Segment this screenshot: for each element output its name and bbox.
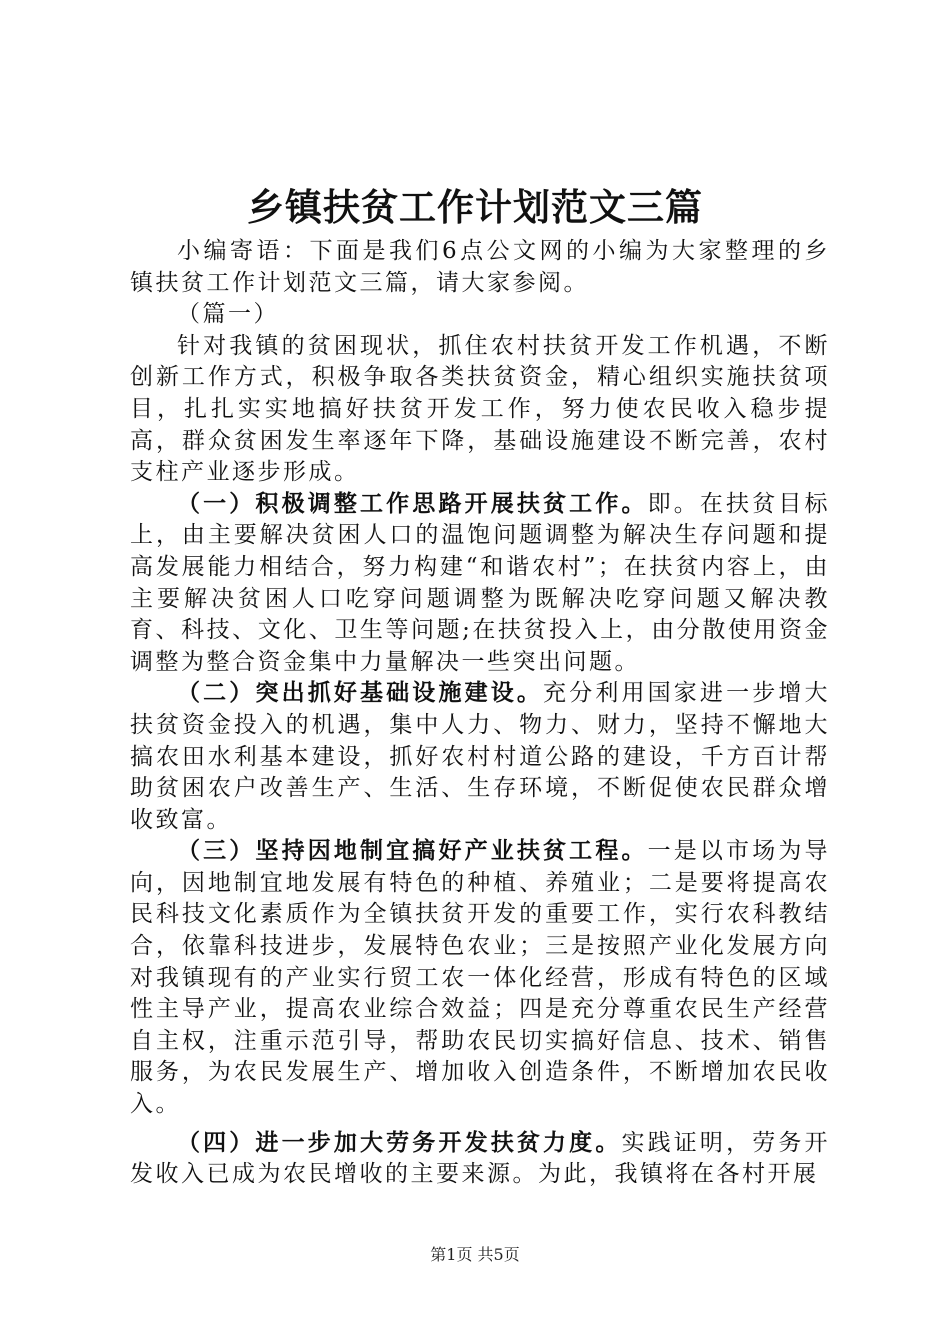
point-2-heading: （二）突出抓好基础设施建设。 (177, 680, 544, 707)
section-label: （篇一） (177, 301, 279, 328)
document-title: 乡镇扶贫工作计划范文三篇 (247, 186, 703, 229)
point-2-paragraph (130, 678, 830, 836)
point-1-text: 即。在扶贫目标上，由主要解决贫困人口的温饱问题调整为解决生存问题和提高发展能力相结合，努力构建“和谐农村”；在扶贫内容上，由主要解决贫困人口吃穿问题调整为既解决吃穿问题又解决教育、科技、文化、卫生等问题;在扶贫投入上，由分散使用资金调整为整合资金集中力量解决一些突出问题。 (130, 490, 831, 675)
point-1-paragraph (130, 489, 830, 679)
point-3-paragraph (130, 836, 830, 1120)
intro-paragraph: 小编寄语：下面是我们6点公文网的小编为大家整理的乡镇扶贫工作计划范文三篇，请大家参阅。 (130, 238, 830, 296)
point-4-paragraph (130, 1128, 830, 1191)
point-3-heading: （三）坚持因地制宜搞好产业扶贫工程。 (177, 838, 648, 865)
point-1-heading: （一）积极调整工作思路开展扶贫工作。 (177, 490, 648, 517)
paragraph-1: 针对我镇的贫困现状，抓住农村扶贫开发工作机遇，不断创新工作方式，积极争取各类扶贫资金，精心组织实施扶贫项目，扎扎实实地搞好扶贫开发工作，努力使农民收入稳步提高，群众贫困发生率逐年下降，基础设施建设不断完善，农村支柱产业逐步形成。 (130, 332, 830, 486)
document-body (130, 236, 830, 1191)
page-footer: 第1页 共5页 (430, 1245, 520, 1264)
point-3-text: 一是以市场为导向，因地制宜地发展有特色的种植、养殖业；二是要将提高农民科技文化素质作为全镇扶贫开发的重要工作，实行农科教结合，依靠科技进步，发展特色农业；三是按照产业化发展方向对我镇现有的产业实行贸工农一体化经营，形成有特色的区域性主导产业，提高农业综合效益；四是充分尊重农民生产经营自主权，注重示范引导，帮助农民切实搞好信息、技术、销售服务，为农民发展生产、增加收入创造条件，不断增加农民收入。 (130, 838, 831, 1118)
point-2-text: 充分利用国家进一步增大扶贫资金投入的机遇，集中人力、物力、财力，坚持不懈地大搞农田水利基本建设，抓好农村村道公路的建设，千方百计帮助贫困农户改善生产、生活、生存环境，不断促使农民群众增收致富。 (130, 680, 831, 833)
point-4-heading: （四）进一步加大劳务开发扶贫力度。 (177, 1129, 622, 1156)
point-4-text: 实践证明，劳务开发收入已成为农民增收的主要来源。为此，我镇将在各村开展 (130, 1129, 831, 1188)
